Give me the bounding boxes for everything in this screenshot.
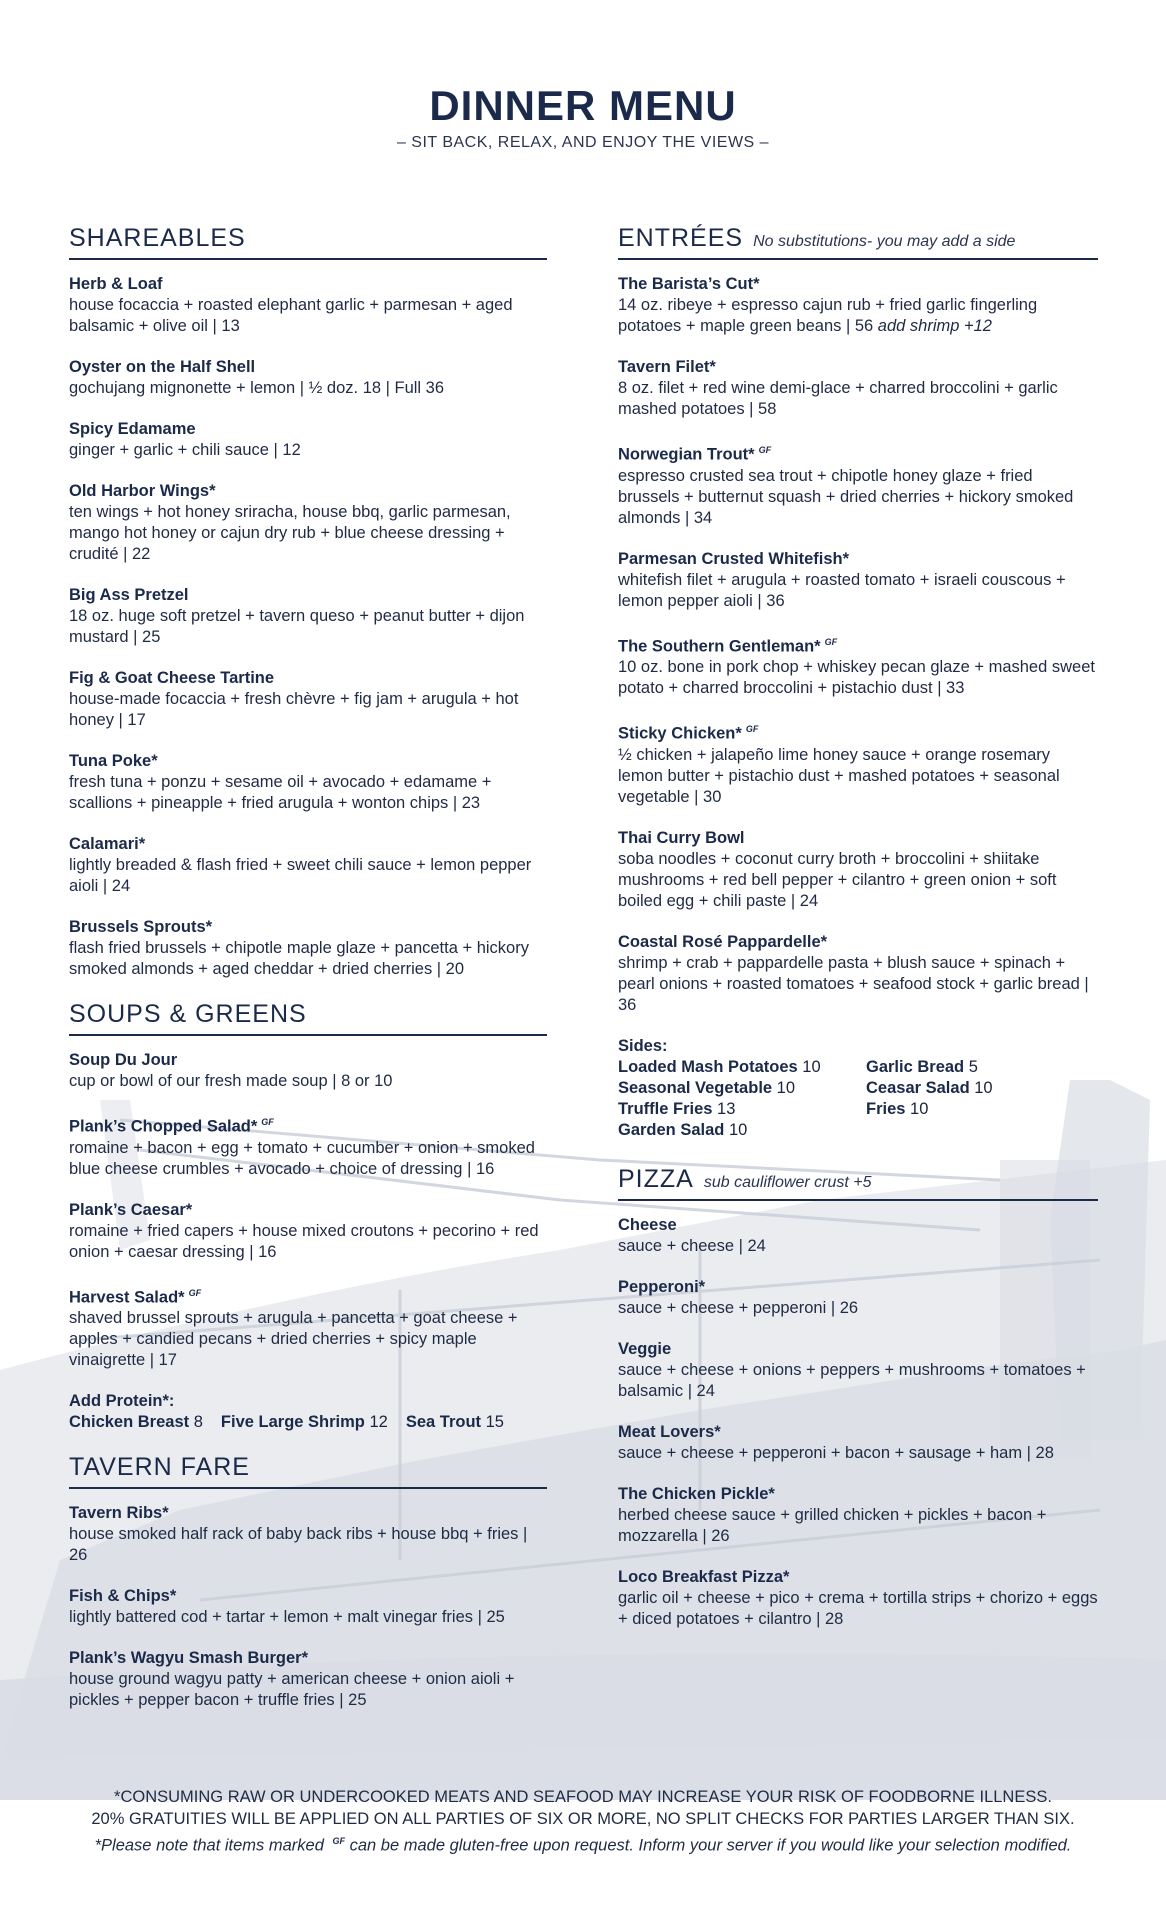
- item-name: Old Harbor Wings*: [69, 482, 216, 500]
- footer-gf-note-a: *Please note that items marked: [94, 1836, 324, 1855]
- side-item: [618, 1078, 866, 1099]
- gf-mark: GF: [188, 1287, 202, 1298]
- menu-item: [69, 585, 547, 648]
- item-name: Meat Lovers*: [618, 1422, 721, 1441]
- item-name: Plank’s Wagyu Smash Burger*: [69, 1649, 309, 1667]
- gf-mark: GF: [745, 724, 759, 734]
- protein-price: 15: [485, 1413, 504, 1431]
- footer-gratuity: 20% GRATUITIES WILL BE APPLIED ON ALL PARTIES OF SIX OR MORE, NO SPLIT CHECKS FOR PARTIES LARGER THAN SIX.: [91, 1810, 1075, 1828]
- item-name: Loco Breakfast Pizza*: [618, 1567, 790, 1586]
- item-desc: garlic oil + cheese + pico + crema + tortilla strips + chorizo + eggs + diced potatoes + cilantro | 28: [618, 1588, 1098, 1628]
- menu-item: [618, 719, 1098, 808]
- item-name: [618, 719, 1098, 745]
- side-item: [618, 1099, 866, 1120]
- item-name: Coastal Rosé Pappardelle*: [618, 932, 828, 951]
- item-desc: 10 oz. bone in pork chop + whiskey pecan glaze + mashed sweet potato + charred broccolini + pistachio dust | 33: [618, 658, 1095, 697]
- item-name: Parmesan Crusted Whitefish*: [618, 549, 850, 568]
- tavern-list: [69, 1503, 547, 1711]
- pizza-list: [618, 1215, 1098, 1630]
- section-title: SOUPS & GREENS: [69, 1000, 307, 1028]
- protein-name: Sea Trout: [405, 1413, 482, 1431]
- footer-gf-note: [0, 1830, 1166, 1857]
- menu-item: [69, 834, 547, 897]
- item-desc: house focaccia + roasted elephant garlic + parmesan + aged balsamic + olive oil | 13: [69, 296, 513, 335]
- section-header-pizza: [618, 1165, 1098, 1201]
- menu-item: [618, 440, 1098, 529]
- gf-mark: GF: [332, 1836, 345, 1846]
- item-name: [618, 440, 1098, 466]
- item-name: [69, 1112, 547, 1138]
- menu-item: [618, 357, 1098, 420]
- left-column: [69, 224, 547, 1731]
- item-desc: ½ chicken + jalapeño lime honey sauce + orange rosemary lemon butter + pistachio dust + mashed potatoes + seasonal vegetable | 30: [618, 745, 1060, 806]
- item-name: Tavern Filet*: [618, 358, 716, 376]
- item-desc: herbed cheese sauce + grilled chicken + pickles + bacon + mozzarella | 26: [618, 1505, 1047, 1545]
- menu-item: [618, 1567, 1098, 1630]
- item-name-text: Harvest Salad*: [69, 1288, 185, 1306]
- side-name: Garden Salad: [618, 1120, 725, 1139]
- menu-item: [618, 828, 1098, 912]
- side-name: Seasonal Vegetable: [618, 1078, 773, 1097]
- menu-item: [618, 1215, 1098, 1257]
- protein-options: [69, 1412, 547, 1433]
- menu-item: [69, 1283, 547, 1372]
- item-addon: add shrimp +12: [877, 317, 992, 335]
- item-desc: shaved brussel sprouts + arugula + pancetta + goat cheese + apples + candied pecans + dried cherries + spicy maple vinaigrette | 17: [69, 1309, 518, 1369]
- side-item: [618, 1120, 866, 1141]
- menu-item: [69, 917, 547, 980]
- menu-item: [69, 357, 547, 399]
- side-price: 13: [717, 1099, 736, 1118]
- item-desc: sauce + cheese | 24: [618, 1236, 766, 1255]
- side-item: [866, 1099, 1096, 1120]
- menu-item: [618, 1422, 1098, 1464]
- soups-list: [69, 1050, 547, 1433]
- menu-item: [69, 1586, 547, 1628]
- menu-item: [618, 632, 1098, 700]
- item-name-text: The Southern Gentleman*: [618, 637, 821, 655]
- side-price: 10: [776, 1078, 796, 1097]
- protein-option: [406, 1412, 504, 1433]
- menu-item: [69, 419, 547, 461]
- item-name: Brussels Sprouts*: [69, 918, 213, 936]
- menu-item: [618, 1339, 1098, 1402]
- item-name-text: Norwegian Trout*: [618, 445, 755, 464]
- section-title: ENTRÉES: [618, 224, 744, 252]
- item-desc: cup or bowl of our fresh made soup | 8 or 10: [69, 1072, 393, 1090]
- side-name: Fries: [866, 1099, 906, 1118]
- item-name: [69, 1283, 547, 1309]
- item-name-text: Sticky Chicken*: [618, 724, 742, 743]
- section-header-soups: [69, 1000, 547, 1036]
- item-desc: house ground wagyu patty + american cheese + onion aioli + pickles + pepper bacon + truffle fries | 25: [69, 1670, 515, 1709]
- item-name: Spicy Edamame: [69, 420, 196, 438]
- item-name: Oyster on the Half Shell: [69, 358, 256, 376]
- item-desc-text: 14 oz. ribeye + espresso cajun rub + fried garlic fingerling potatoes + maple green beans | 56: [618, 296, 1038, 335]
- side-price: 10: [728, 1120, 748, 1139]
- item-name: [618, 632, 1098, 658]
- item-name: Big Ass Pretzel: [69, 586, 189, 604]
- protein-price: 8: [193, 1413, 203, 1431]
- item-desc: soba noodles + coconut curry broth + broccolini + shiitake mushrooms + red bell pepper + cilantro + green onion + soft boiled egg + chili paste | 24: [618, 849, 1057, 910]
- item-name: Herb & Loaf: [69, 275, 163, 293]
- item-desc: ten wings + hot honey sriracha, house bbq, garlic parmesan, mango hot honey or cajun dry rub + blue cheese dressing + crudité | 22: [69, 503, 511, 563]
- menu-item: [69, 1112, 547, 1180]
- item-name: Fig & Goat Cheese Tartine: [69, 669, 275, 687]
- item-name: Pepperoni*: [618, 1277, 706, 1296]
- item-desc: espresso crusted sea trout + chipotle honey glaze + fried brussels + butternut squash + dried cherries + hickory smoked almonds | 34: [618, 466, 1074, 527]
- item-name: Fish & Chips*: [69, 1587, 177, 1605]
- menu-item: [69, 481, 547, 565]
- item-name: Soup Du Jour: [69, 1051, 178, 1069]
- item-desc: gochujang mignonette + lemon | ½ doz. 18 | Full 36: [69, 379, 445, 397]
- item-desc: romaine + fried capers + house mixed croutons + pecorino + red onion + caesar dressing | 16: [69, 1221, 539, 1261]
- section-title: PIZZA: [618, 1164, 694, 1193]
- item-desc: sauce + cheese + pepperoni + bacon + sausage + ham | 28: [618, 1443, 1054, 1462]
- menu-item: [69, 1050, 547, 1092]
- add-protein: [69, 1391, 547, 1433]
- menu-item: [618, 549, 1098, 612]
- side-name: Loaded Mash Potatoes: [618, 1057, 798, 1076]
- entrees-list: [618, 274, 1098, 1016]
- footer-gf-note-b: can be made gluten-free upon request. Inform your server if you would like your selection modified.: [349, 1836, 1072, 1855]
- menu-item: [69, 274, 547, 337]
- menu-item: [69, 668, 547, 731]
- item-desc: whitefish filet + arugula + roasted tomato + israeli couscous + lemon pepper aioli | 36: [618, 570, 1066, 610]
- item-desc: house-made focaccia + fresh chèvre + fig jam + arugula + hot honey | 17: [69, 690, 519, 729]
- page-title: DINNER MENU: [429, 82, 737, 129]
- footer-disclaimer: *CONSUMING RAW OR UNDERCOOKED MEATS AND SEAFOOD MAY INCREASE YOUR RISK OF FOODBORNE ILLNESS.: [114, 1788, 1052, 1806]
- side-price: 10: [802, 1057, 821, 1076]
- sides-grid: [618, 1057, 1098, 1141]
- item-desc: ginger + garlic + chili sauce | 12: [69, 441, 301, 459]
- side-item: [618, 1057, 866, 1078]
- page-subtitle: – SIT BACK, RELAX, AND ENJOY THE VIEWS –: [396, 134, 770, 151]
- sides: [618, 1036, 1098, 1141]
- gf-mark: GF: [824, 636, 838, 647]
- section-title: TAVERN FARE: [69, 1453, 250, 1481]
- item-name: The Chicken Pickle*: [618, 1484, 775, 1503]
- item-desc: flash fried brussels + chipotle maple glaze + pancetta + hickory smoked almonds + aged cheddar + dried cherries | 20: [69, 939, 529, 978]
- side-price: 5: [968, 1057, 978, 1076]
- shareables-list: [69, 274, 547, 980]
- item-desc: sauce + cheese + pepperoni | 26: [618, 1298, 859, 1317]
- menu-item: [69, 751, 547, 814]
- sides-label: Sides:: [618, 1036, 668, 1055]
- item-name: The Barista’s Cut*: [618, 275, 760, 293]
- item-desc: house smoked half rack of baby back ribs + house bbq + fries | 26: [69, 1525, 528, 1564]
- item-desc: 18 oz. huge soft pretzel + tavern queso + peanut butter + dijon mustard | 25: [69, 607, 525, 646]
- item-name: Cheese: [618, 1215, 677, 1234]
- gf-mark: GF: [758, 445, 772, 455]
- section-header-entrees: [618, 224, 1098, 260]
- menu-item: [618, 932, 1098, 1016]
- side-item: [866, 1057, 1096, 1078]
- side-price: 10: [974, 1078, 993, 1097]
- side-name: Truffle Fries: [618, 1099, 713, 1118]
- item-desc: lightly battered cod + tartar + lemon + malt vinegar fries | 25: [69, 1608, 505, 1626]
- right-column: [618, 224, 1098, 1650]
- menu-item: [618, 1484, 1098, 1547]
- item-desc: [618, 295, 1098, 337]
- menu-item: [69, 1200, 547, 1263]
- menu-item: [69, 1648, 547, 1711]
- protein-price: 12: [369, 1413, 388, 1431]
- item-name: Plank’s Caesar*: [69, 1200, 193, 1219]
- menu-item: [69, 1503, 547, 1566]
- protein-name: Five Large Shrimp: [220, 1413, 365, 1431]
- item-desc: 8 oz. filet + red wine demi-glace + charred broccolini + garlic mashed potatoes | 58: [618, 379, 1058, 418]
- side-price: 10: [910, 1099, 929, 1118]
- protein-option: [69, 1412, 203, 1433]
- side-item: [866, 1078, 1096, 1099]
- item-desc: sauce + cheese + onions + peppers + mushrooms + tomatoes + balsamic | 24: [618, 1360, 1086, 1400]
- menu-item: [618, 274, 1098, 337]
- gf-mark: GF: [261, 1117, 274, 1127]
- item-name-text: Plank’s Chopped Salad*: [69, 1117, 258, 1136]
- item-name: Thai Curry Bowl: [618, 828, 745, 847]
- side-name: Garlic Bread: [866, 1057, 965, 1076]
- menu-item: [618, 1277, 1098, 1319]
- section-note: sub cauliflower crust +5: [703, 1173, 872, 1191]
- section-header-shareables: [69, 224, 547, 260]
- item-desc: fresh tuna + ponzu + sesame oil + avocado + edamame + scallions + pineapple + fried arugula + wonton chips | 23: [69, 773, 492, 812]
- section-note: No substitutions- you may add a side: [753, 233, 1016, 250]
- add-protein-label: Add Protein*:: [69, 1392, 175, 1410]
- item-name: Tuna Poke*: [69, 752, 158, 770]
- item-desc: lightly breaded & flash fried + sweet chili sauce + lemon pepper aioli | 24: [69, 856, 532, 895]
- section-title: SHAREABLES: [69, 224, 246, 252]
- item-name: Calamari*: [69, 835, 146, 853]
- item-name: Tavern Ribs*: [69, 1504, 169, 1522]
- section-header-tavern: [69, 1453, 547, 1489]
- protein-name: Chicken Breast: [69, 1413, 190, 1431]
- item-name: Veggie: [618, 1339, 672, 1358]
- item-desc: romaine + bacon + egg + tomato + cucumber + onion + smoked blue cheese crumbles + avocado + choice of dressing | 16: [69, 1138, 535, 1178]
- item-desc: shrimp + crab + pappardelle pasta + blush sauce + spinach + pearl onions + roasted tomatoes + seafood stock + garlic bread | 36: [618, 953, 1089, 1014]
- protein-option: [221, 1412, 388, 1433]
- side-name: Ceasar Salad: [866, 1078, 970, 1097]
